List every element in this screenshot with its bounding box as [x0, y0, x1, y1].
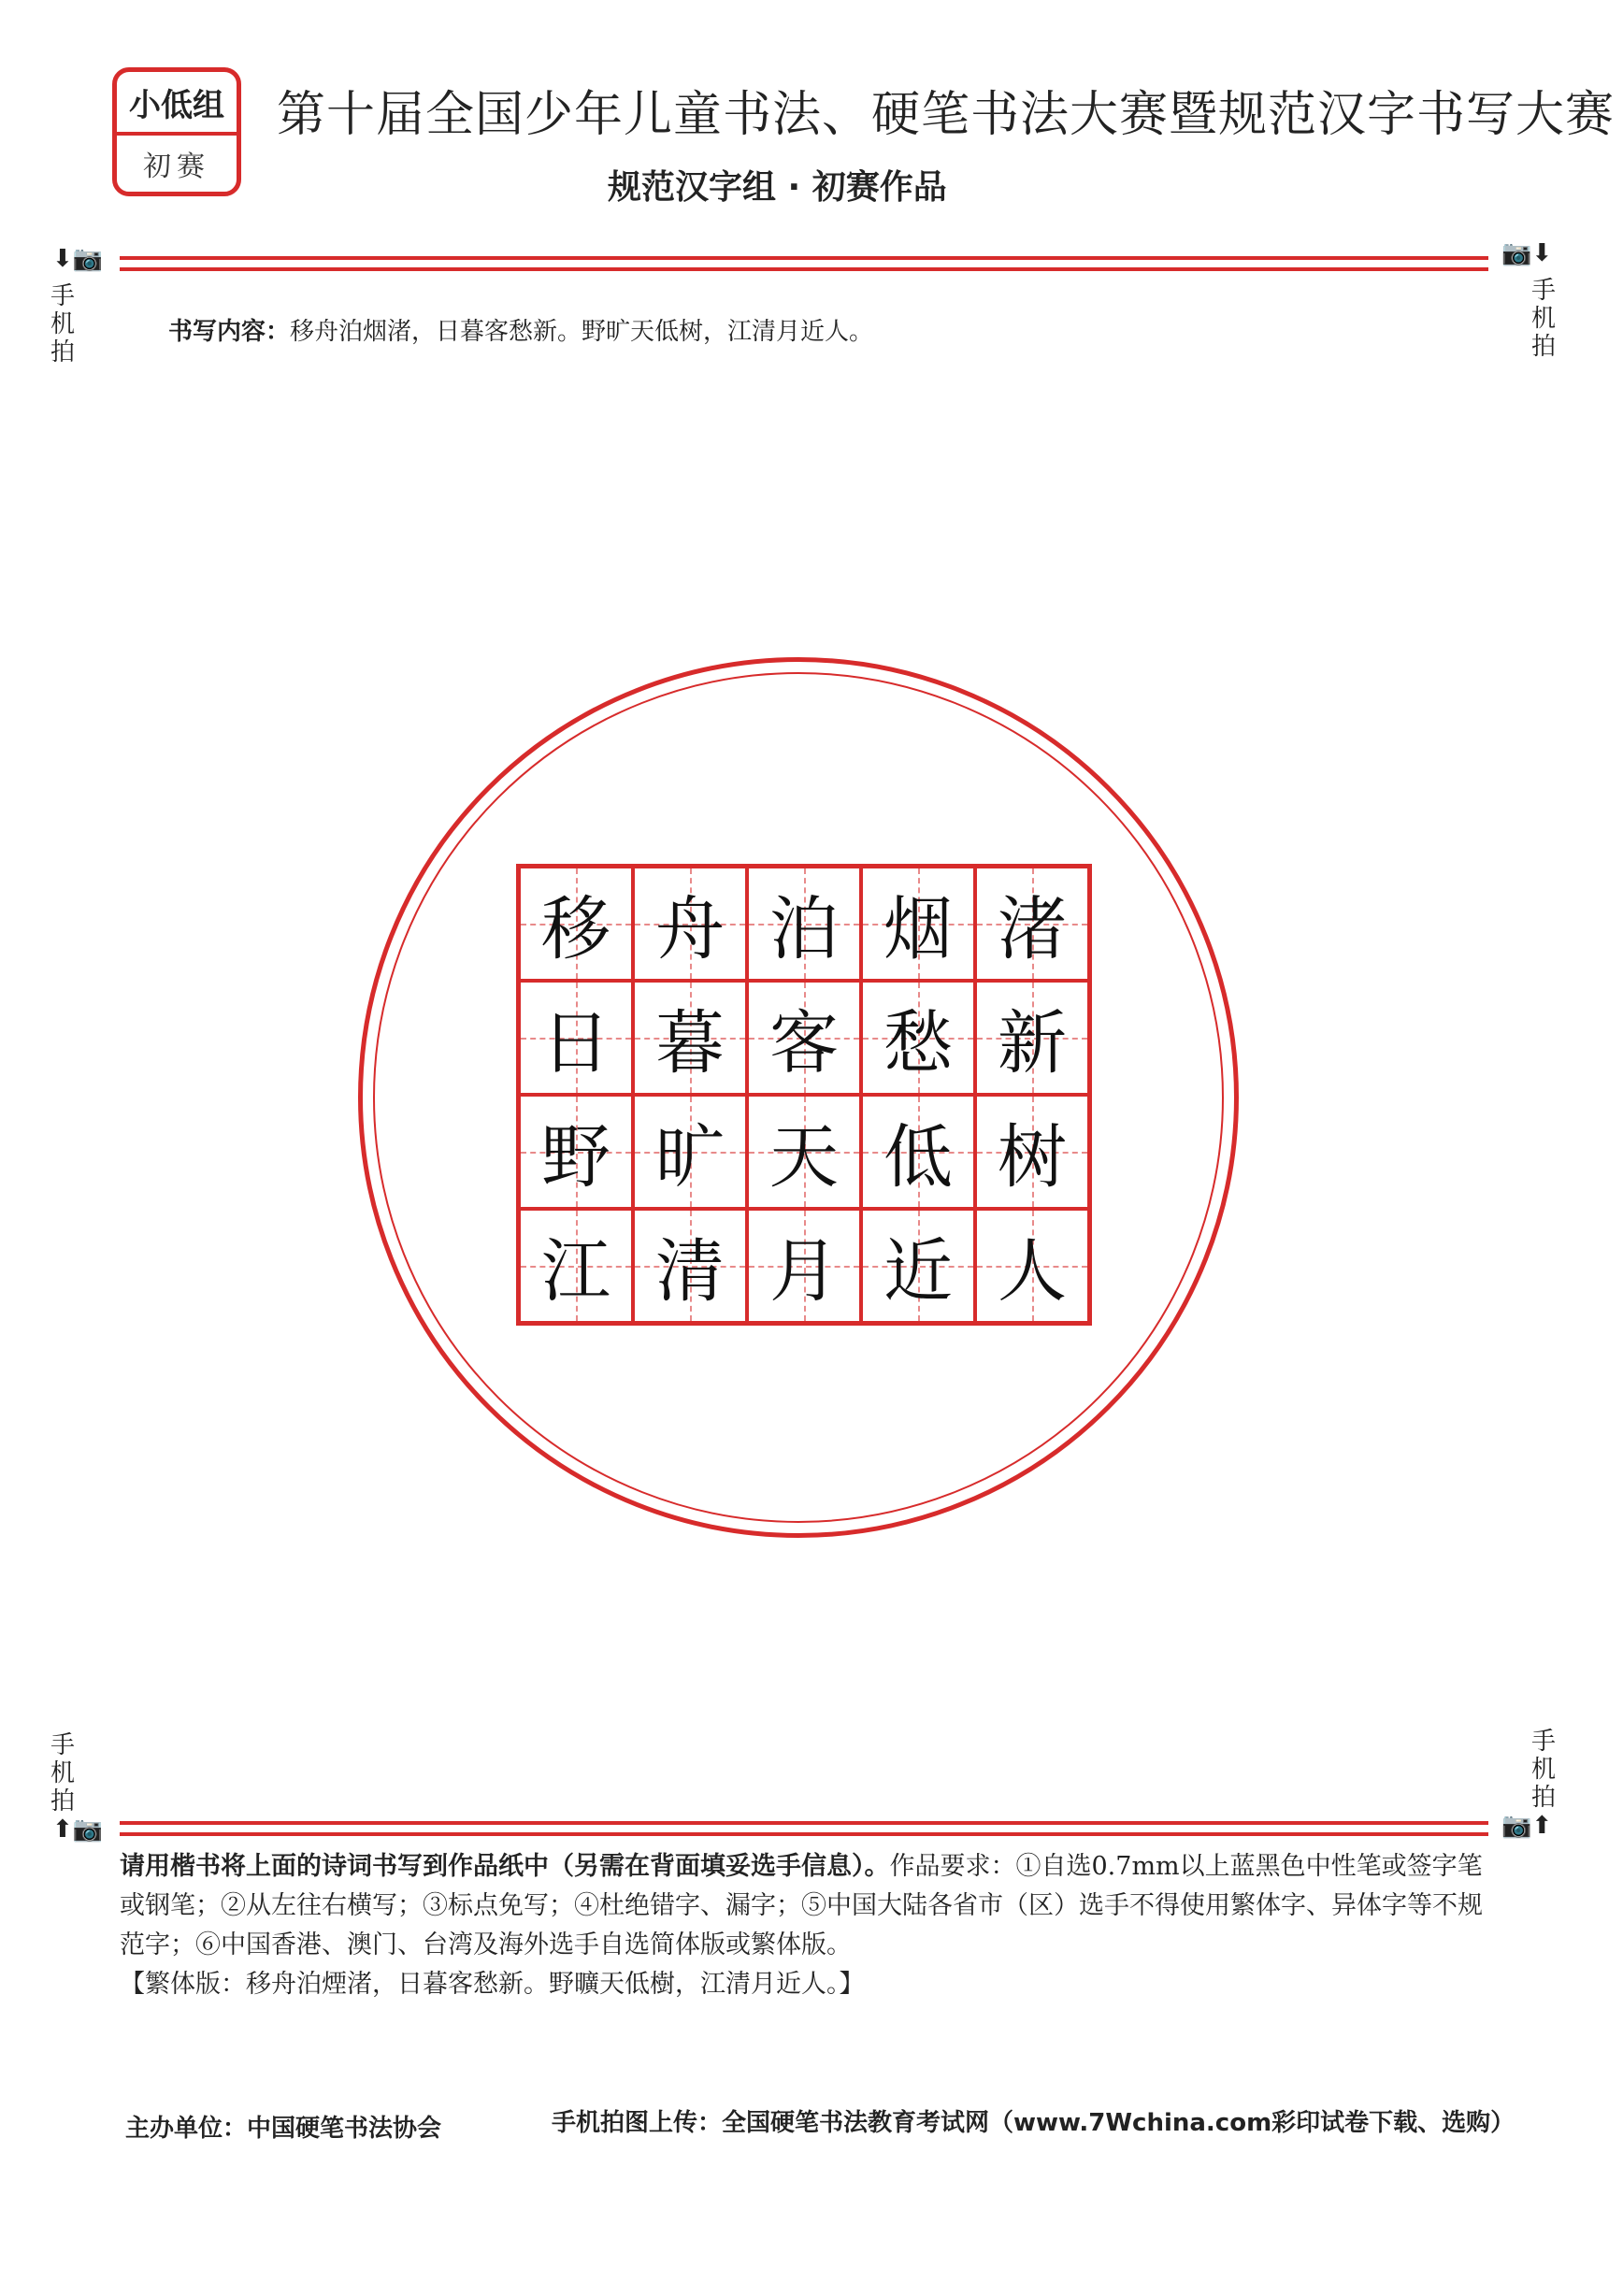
top-double-rule [120, 256, 1488, 271]
grid-cell [975, 1095, 1089, 1209]
label-char: 手 [1530, 277, 1556, 305]
grid-cell [975, 1209, 1089, 1323]
page-title: 第十届全国少年儿童书法、硬笔书法大赛暨规范汉字书写大赛 [277, 87, 1616, 143]
grid-cell [519, 1209, 633, 1323]
grid-char: 日 [541, 1003, 610, 1083]
camera-icon: ⬆📷 [52, 1815, 104, 1844]
grid-char: 野 [541, 1117, 610, 1198]
grid-cell [519, 981, 633, 1095]
instructions-lead: 请用楷书将上面的诗词书写到作品纸中（另需在背面填妥选手信息）。 [120, 1852, 890, 1881]
camera-icon: 📷⬆ [1501, 1812, 1553, 1840]
bottom-double-rule [120, 1821, 1488, 1836]
label-char: 拍 [50, 1787, 75, 1815]
writing-content-label: 书写内容： [168, 318, 291, 346]
grid-cell [519, 1095, 633, 1209]
writing-content-text: 移舟泊烟渚，日暮客愁新。野旷天低树，江清月近人。 [290, 318, 874, 346]
phone-photo-label-top-left [49, 282, 77, 366]
grid-char: 人 [998, 1231, 1067, 1312]
grid-cell [975, 867, 1089, 981]
grid-char: 近 [883, 1231, 953, 1312]
grid-cell [975, 981, 1089, 1095]
grid-cell [633, 1209, 747, 1323]
grid-cell [519, 867, 633, 981]
grid-char: 月 [769, 1231, 839, 1312]
label-char: 机 [50, 310, 75, 338]
grid-char: 清 [655, 1231, 725, 1312]
phone-photo-label-bottom-left [49, 1731, 77, 1815]
grid-cell [747, 1095, 861, 1209]
grid-cell [747, 1209, 861, 1323]
grid-cell [633, 867, 747, 981]
grid-char: 天 [769, 1117, 839, 1198]
grid-cell [633, 981, 747, 1095]
camera-icon: 📷⬇ [1501, 239, 1553, 267]
grid-char: 低 [883, 1117, 953, 1198]
grid-cell [747, 981, 861, 1095]
grid-cell [861, 1095, 975, 1209]
camera-icon: ⬇📷 [52, 245, 104, 273]
label-char: 机 [1530, 305, 1556, 333]
label-char: 手 [1530, 1728, 1556, 1756]
grid-char: 渚 [998, 889, 1067, 969]
traditional-version: 【繁体版：移舟泊煙渚，日暮客愁新。野曠天低樹，江清月近人。】 [120, 1970, 865, 1999]
writing-content [168, 312, 873, 347]
group-stamp [112, 67, 241, 196]
grid-char: 暮 [655, 1003, 725, 1083]
grid-cell [861, 981, 975, 1095]
label-char: 机 [1530, 1756, 1556, 1784]
grid-char: 愁 [883, 1003, 953, 1083]
instructions [120, 1847, 1503, 2004]
label-char: 手 [50, 1731, 75, 1759]
upload-info: 手机拍图上传：全国硬笔书法教育考试网（www.7Wchina.com彩印试卷下载、选购） [552, 2109, 1515, 2137]
grid-char: 旷 [655, 1117, 725, 1198]
grid-cell [861, 867, 975, 981]
page-subtitle: 规范汉字组 · 初赛作品 [608, 168, 947, 207]
label-char: 拍 [50, 338, 75, 366]
stamp-stage-label: 初赛 [143, 151, 210, 183]
label-char: 机 [50, 1759, 75, 1787]
grid-char: 新 [998, 1003, 1067, 1083]
grid-char: 客 [769, 1003, 839, 1083]
grid-char: 移 [541, 889, 610, 969]
grid-char: 烟 [883, 889, 953, 969]
grid-char: 江 [541, 1231, 610, 1312]
stamp-group-label: 小低组 [117, 72, 237, 136]
grid-cell [747, 867, 861, 981]
label-char: 拍 [1530, 333, 1556, 361]
grid-cell [633, 1095, 747, 1209]
phone-photo-label-top-right [1530, 277, 1558, 361]
phone-photo-label-bottom-right [1530, 1728, 1558, 1812]
label-char: 拍 [1530, 1784, 1556, 1812]
grid-char: 舟 [655, 889, 725, 969]
grid-char: 树 [998, 1117, 1067, 1198]
grid-char: 泊 [769, 889, 839, 969]
writing-grid [516, 864, 1092, 1326]
label-char: 手 [50, 282, 75, 310]
instructions-body: 作品要求：①自选0.7mm以上蓝黑色中性笔或签字笔或钢笔；②从左往右横写；③标点免写；④杜绝错字、漏字；⑤中国大陆各省市（区）选手不得使用繁体字、异体字等不规范字；⑥中国香港、澳门、台湾及海外选手自选简体版或繁体版。 [120, 1852, 1483, 1959]
grid-cell [861, 1209, 975, 1323]
organizer: 主办单位：中国硬笔书法协会 [125, 2115, 442, 2143]
